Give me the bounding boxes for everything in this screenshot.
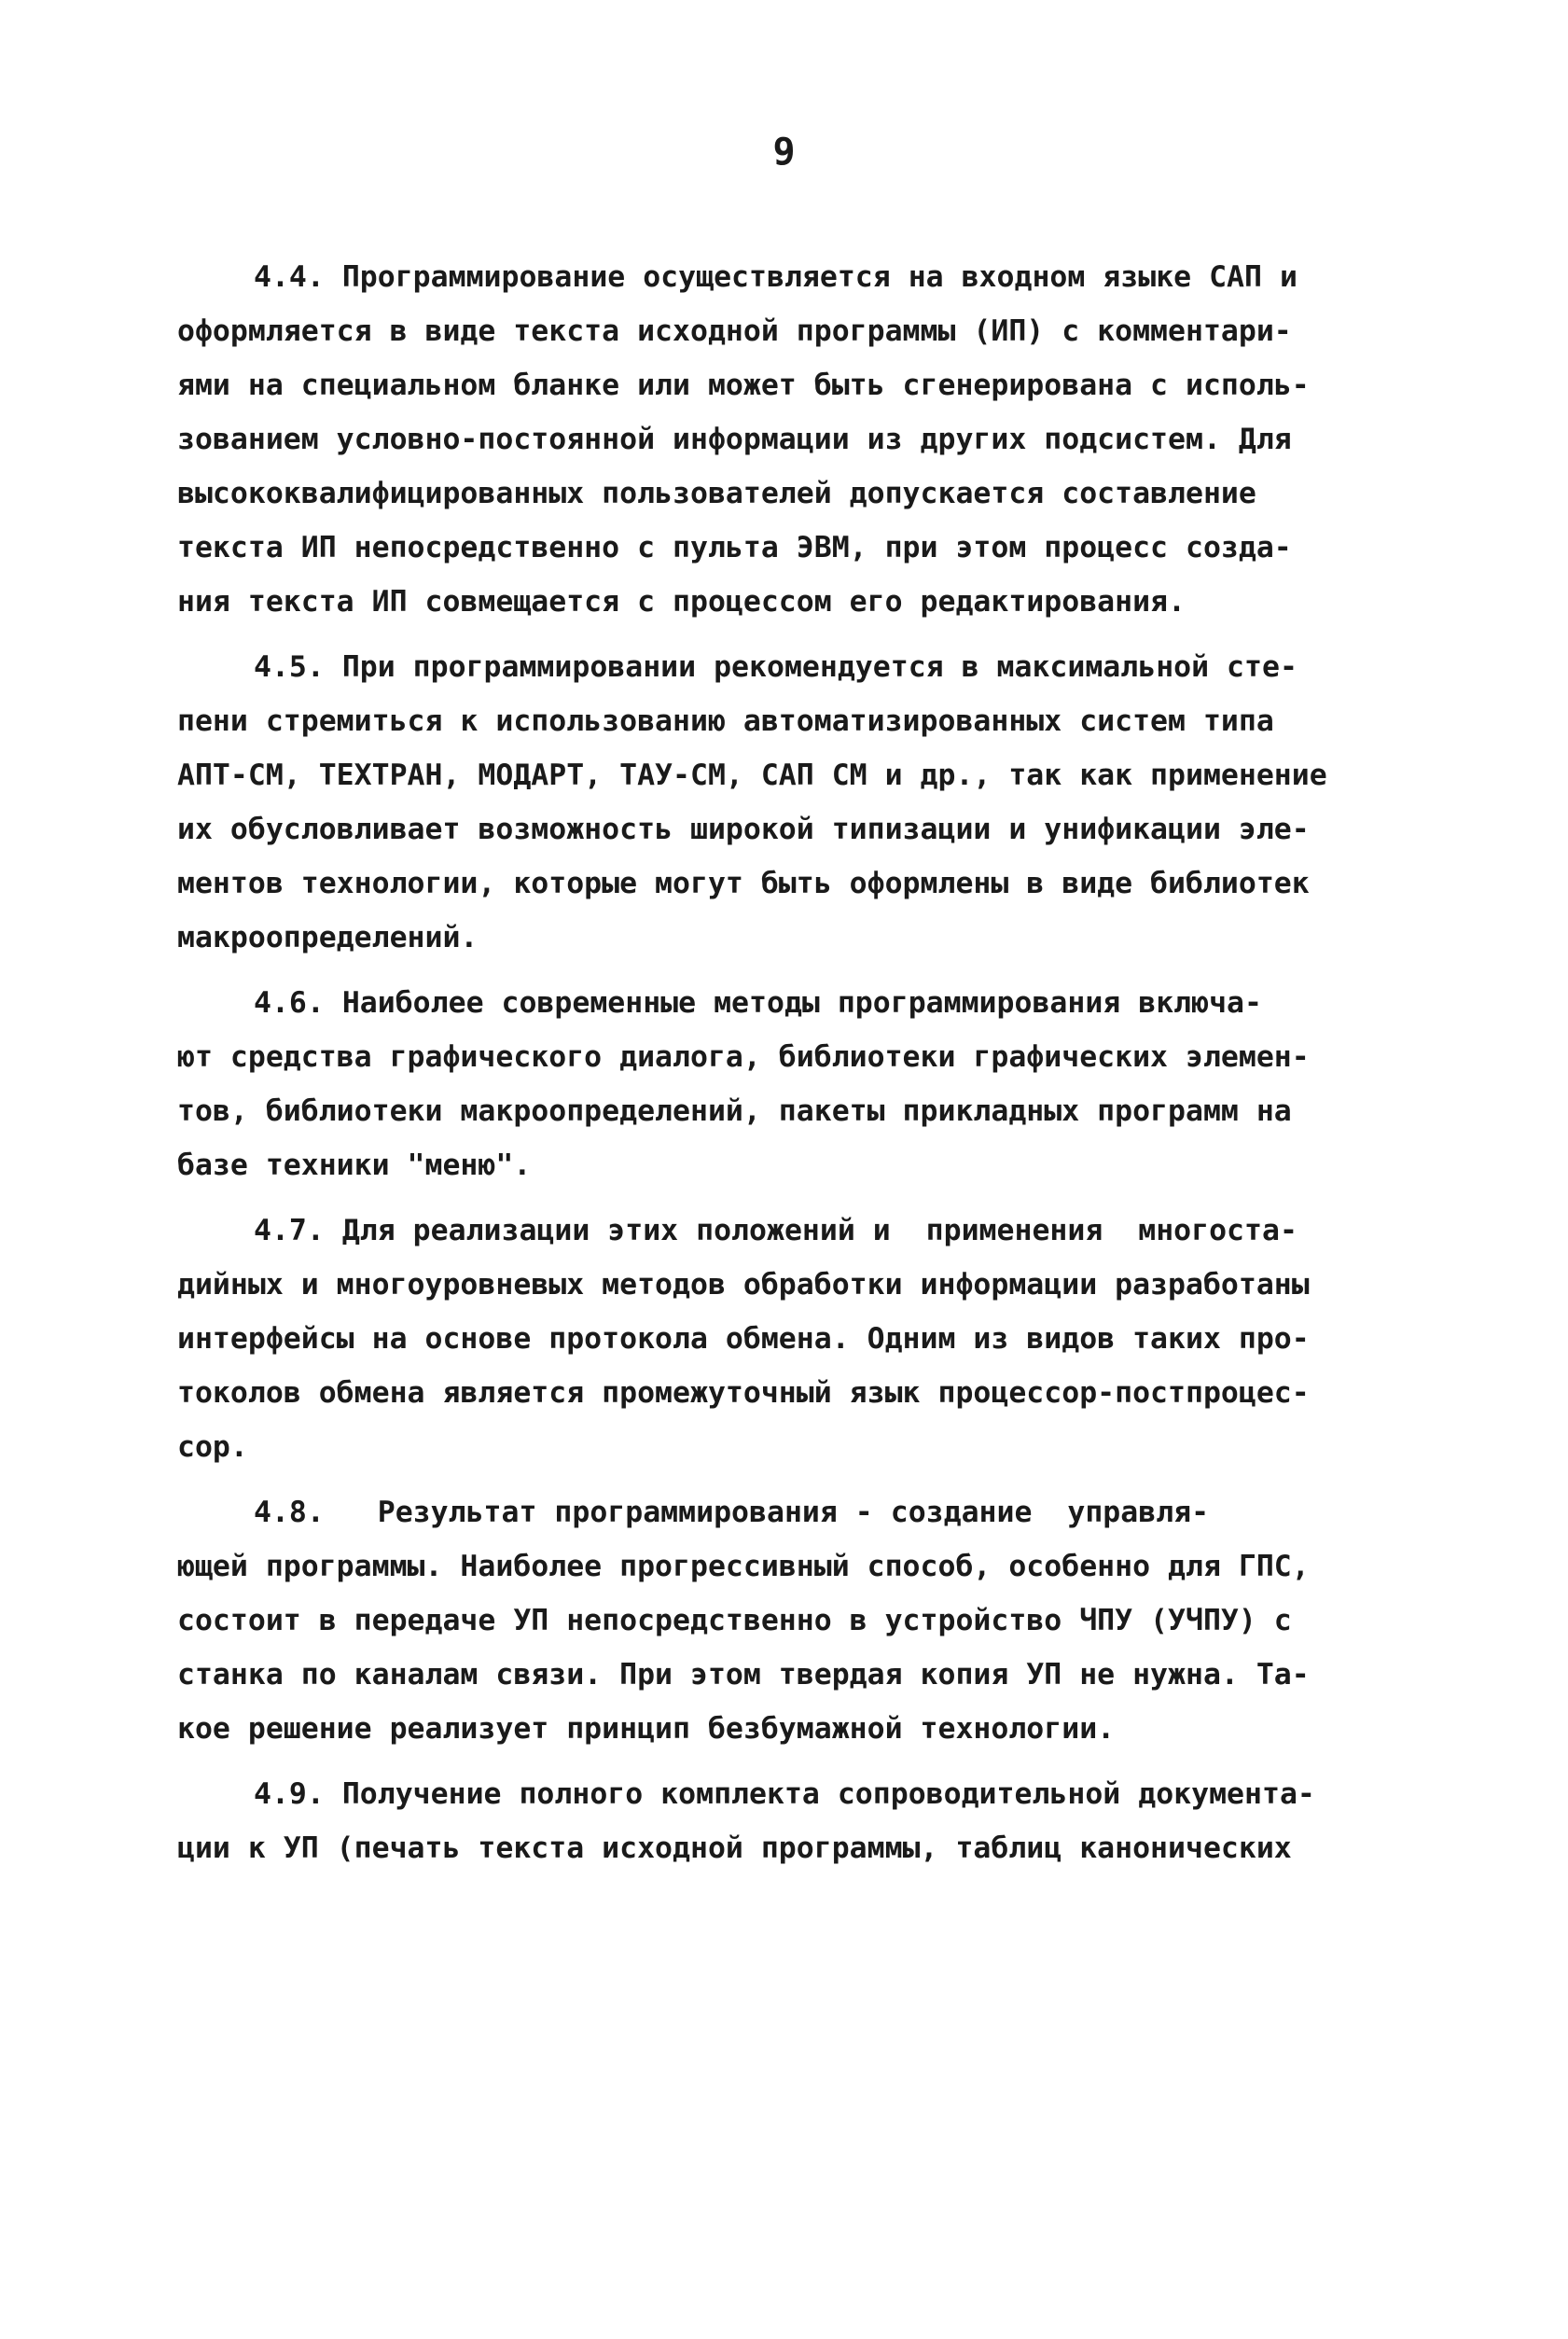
text-line: АПТ-СМ, ТЕХТРАН, МОДАРТ, ТАУ-СМ, САП СМ и др., так как применение xyxy=(177,759,1327,792)
text-line: их обусловливает возможность широкой типизации и унификации эле- xyxy=(177,813,1310,846)
text-line: ют средства графического диалога, библиотеки графических элемен- xyxy=(177,1040,1310,1074)
text-line: 4.6. Наиболее современные методы программирования включа- xyxy=(254,986,1262,1020)
text-line: дийных и многоуровневых методов обработки информации разработаны xyxy=(177,1268,1310,1302)
text-line: кое решение реализует принцип безбумажной технологии. xyxy=(177,1712,1116,1746)
text-line: сор. xyxy=(177,1430,248,1464)
text-line: пени стремиться к использованию автоматизированных систем типа xyxy=(177,704,1274,738)
text-line: тов, библиотеки макроопределений, пакеты прикладных программ на xyxy=(177,1094,1292,1128)
text-line: ния текста ИП совмещается с процессом его редактирования. xyxy=(177,585,1186,619)
paragraph-4-5 xyxy=(177,640,1343,965)
paragraph-4-9 xyxy=(177,1767,1343,1875)
text-line: состоит в передаче УП непосредственно в устройство ЧПУ (УЧПУ) с xyxy=(177,1604,1292,1637)
text-line: 4.5. При программировании рекомендуется в максимальной сте- xyxy=(254,650,1297,684)
text-line: 4.4. Программирование осуществляется на входном языке САП и xyxy=(254,260,1297,294)
paragraph-4-4 xyxy=(177,250,1343,629)
text-line: токолов обмена является промежуточный язык процессор-постпроцес- xyxy=(177,1376,1310,1410)
page-number: 9 xyxy=(772,131,796,174)
text-line: макроопределений. xyxy=(177,921,479,954)
text-line: ментов технологии, которые могут быть оформлены в виде библиотек xyxy=(177,867,1310,900)
text-line: высококвалифицированных пользователей допускается составление xyxy=(177,477,1256,510)
text-line: 4.9. Получение полного комплекта сопроводительной документа- xyxy=(254,1777,1315,1811)
text-line: ции к УП (печать текста исходной программы, таблиц канонических xyxy=(177,1831,1292,1865)
text-line: базе техники "меню". xyxy=(177,1149,532,1182)
text-line: оформляется в виде текста исходной программы (ИП) с комментари- xyxy=(177,314,1292,348)
paragraph-4-6 xyxy=(177,976,1343,1192)
text-line: интерфейсы на основе протокола обмена. Одним из видов таких про- xyxy=(177,1322,1310,1356)
document-body xyxy=(177,250,1343,1875)
paragraph-4-7 xyxy=(177,1204,1343,1474)
text-line: текста ИП непосредственно с пульта ЭВМ, при этом процесс созда- xyxy=(177,531,1292,564)
text-line: ями на специальном бланке или может быть сгенерирована с исполь- xyxy=(177,369,1310,402)
text-line: ющей программы. Наиболее прогрессивный способ, особенно для ГПС, xyxy=(177,1550,1310,1583)
text-line: станка по каналам связи. При этом твердая копия УП не нужна. Та- xyxy=(177,1658,1310,1692)
text-line: зованием условно-постоянной информации из других подсистем. Для xyxy=(177,423,1292,456)
text-line: 4.7. Для реализации этих положений и применения многоста- xyxy=(254,1214,1297,1247)
paragraph-4-8 xyxy=(177,1485,1343,1756)
text-line: 4.8. Результат программирования - создание управля- xyxy=(254,1496,1210,1529)
